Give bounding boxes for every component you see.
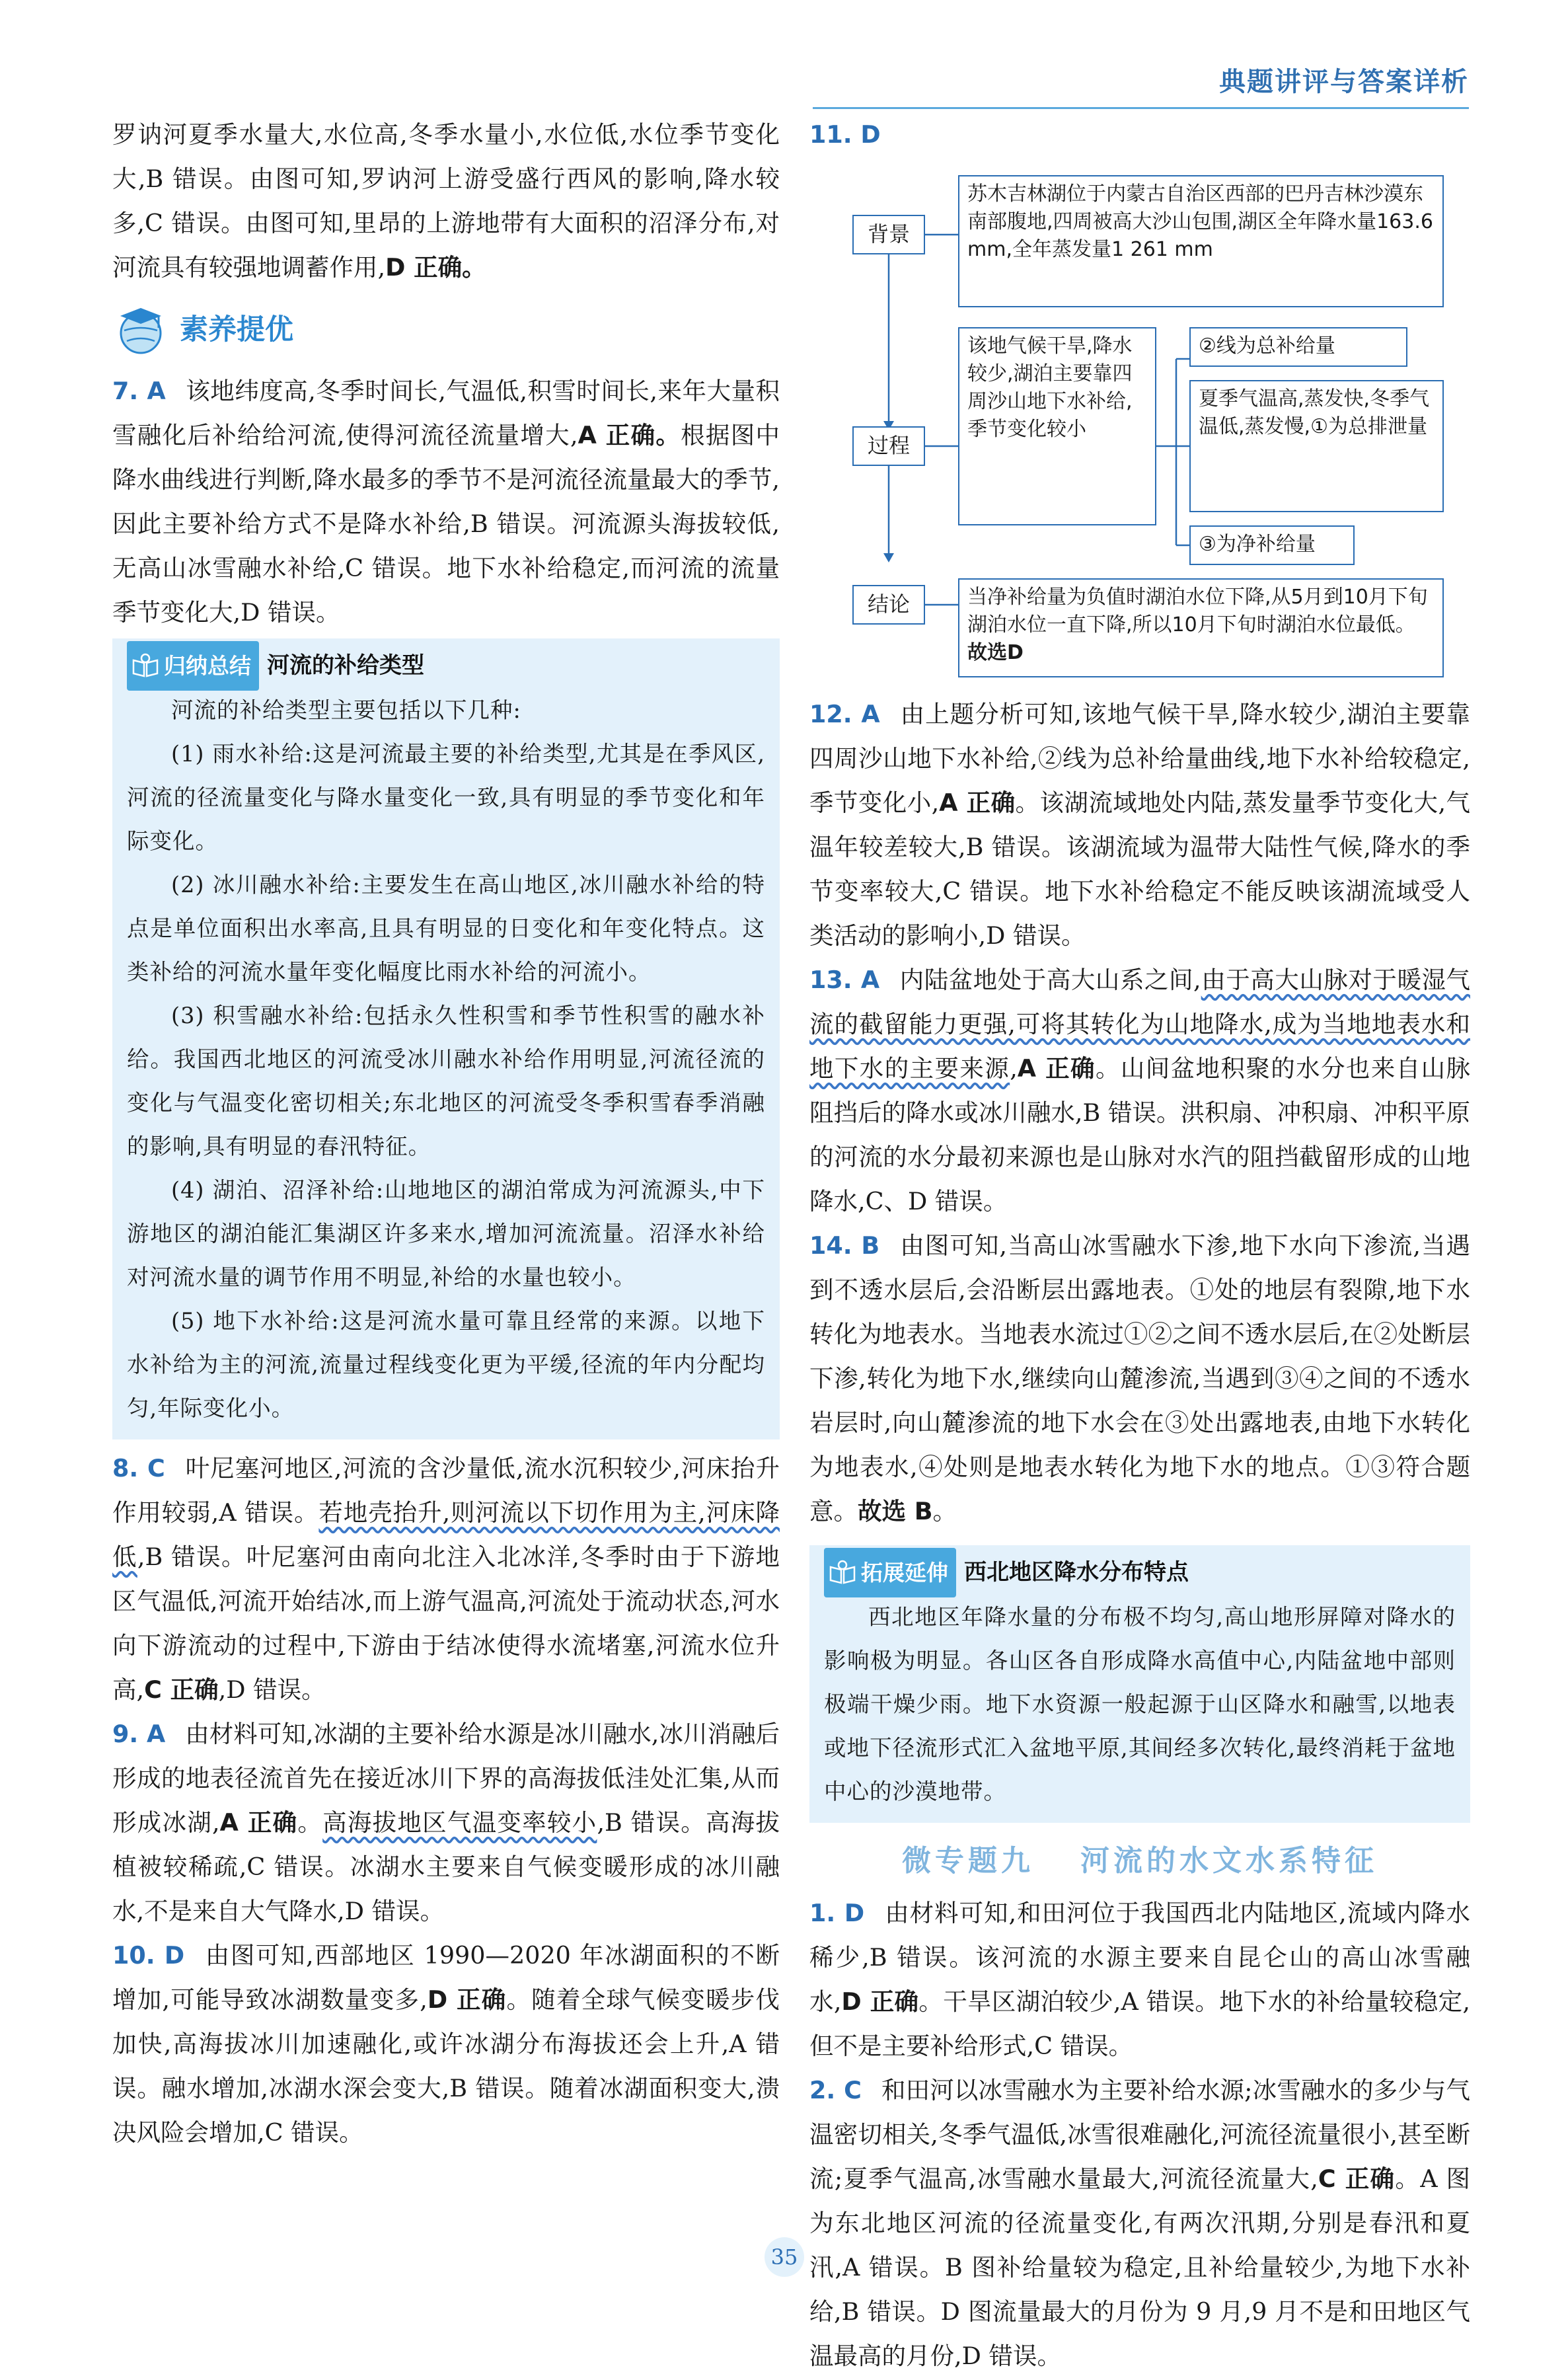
answer-8: 8. C 叶尼塞河地区,河流的含沙量低,流水沉积较少,河床抬升作用较弱,A 错误。若地壳抬升,则河流以下切作用为主,河床降低,B 错误。叶尼塞河由南向北注入北冰洋,冬季时由于下游地区气温低,河流开始结冰,而上游气温高,河流处于流动状态,河水向下游流动的过程中,下游由于结冰使得水流堵塞,河流水位升高,C 正确,D 错误。 xyxy=(112,1454,780,1704)
diagram-label-conclusion: 结论 xyxy=(852,585,925,625)
graduation-globe-icon xyxy=(112,301,169,358)
diagram-sub-total-supply: ②线为总补给量 xyxy=(1189,327,1407,367)
answer-m2: 2. C 和田河以冰雪融水为主要补给水源;冰雪融水的多少与气温密切相关,冬季气温低,冰雪很难融化,河流径流量很小,甚至断流;夏季气温高,冰雪融水量最大,河流径流量大,C 正确。A 图为东北地区河流的径流量变化,有两次汛期,分别是春汛和夏汛,A 错误。B 图补给量较为稳定,且补给量较少,为地下水补给,B 错误。D 图流量最大的月份为 9 月,9 月不是和田地区气温最高的月份,D 错误。 xyxy=(809,2076,1470,2370)
diagram-label-process: 过程 xyxy=(852,426,925,466)
answer-12: 12. A 由上题分析可知,该地气候干旱,降水较少,湖泊主要靠四周沙山地下水补给,②线为总补给量曲线,地下水补给较稳定,季节变化小,A 正确。该湖流域地处内陆,蒸发量季节变化大,气温年较差较大,B 错误。该湖流域为温带大陆性气候,降水的季节变率较大,C 错误。地下水补给稳定不能反映该湖流域受人类活动的影响小,D 错误。 xyxy=(809,700,1470,950)
extension-title: 西北地区降水分布特点 xyxy=(964,1558,1189,1586)
extension-box xyxy=(809,1545,1470,1823)
diagram-sub-total-discharge: 夏季气温高,蒸发快,冬季气温低,蒸发慢,①为总排泄量 xyxy=(1189,380,1444,512)
book-pin-icon xyxy=(828,1559,857,1586)
analysis-diagram xyxy=(809,162,1470,684)
answer-m1: 1. D 由材料可知,和田河位于我国西北内陆地区,流域内降水稀少,B 错误。该河流的水源主要来自昆仑山的高山冰雪融水,D 正确。干旱区湖泊较少,A 错误。地下水的补给量较稳定,但不是主要补给形式,C 错误。 xyxy=(809,1899,1470,2060)
running-header: 典题讲评与答案详析 xyxy=(1219,67,1469,97)
answer-9: 9. A 由材料可知,冰湖的主要补给水源是冰川融水,冰川消融后形成的地表径流首先在接近冰川下界的高海拔低洼处汇集,从而形成冰湖,A 正确。高海拔地区气温变率较小,B 错误。高海拔植被较稀疏,C 错误。冰湖水主要来自气候变暖形成的冰川融水,不是来自大气降水,D 错误。 xyxy=(112,1720,780,1925)
page-number: 35 xyxy=(765,2237,804,2277)
answer-10: 10. D 由图可知,西部地区 1990—2020 年冰湖面积的不断增加,可能导致冰湖数量变多,D 正确。随着全球气候变暖步伐加快,高海拔冰川加速融化,或许冰湖分布海拔还会上升,A 错误。融水增加,冰湖水深会变大,B 错误。随着冰湖面积变大,溃决风险会增加,C 错误。 xyxy=(112,1941,780,2147)
section-heading xyxy=(112,293,780,366)
summary-box-header xyxy=(127,642,765,689)
answer-11: 11. D xyxy=(809,120,881,149)
section-title: 素养提优 xyxy=(180,313,293,346)
diagram-sub-net-supply: ③为净补给量 xyxy=(1189,525,1355,565)
book-pin-icon xyxy=(131,652,160,679)
summary-item: (4) 湖泊、沼泽补给:山地地区的湖泊常成为河流源头,中下游地区的湖泊能汇集湖区许多来水,增加河流流量。沼泽水补给对河流水量的调节作用不明显,补给的水量也较小。 xyxy=(127,1177,765,1290)
diagram-label-background: 背景 xyxy=(852,215,925,254)
extension-tag: 拓展延伸 xyxy=(824,1548,956,1597)
diagram-background-box: 苏木吉林湖位于内蒙古自治区西部的巴丹吉林沙漠东南部腹地,四周被高大沙山包围,湖区全年降水量163.6 mm,全年蒸发量1 261 mm xyxy=(958,175,1444,307)
answer-7: 7. A 该地纬度高,冬季时间长,气温低,积雪时间长,来年大量积雪融化后补给给河流,使得河流径流量增大,A 正确。根据图中降水曲线进行判断,降水最多的季节不是河流径流量最大的季节,因此主要补给方式不是降水补给,B 错误。河流源头海拔较低,无高山冰雪融水补给,C 错误。地下水补给稳定,而河流的流量季节变化大,D 错误。 xyxy=(112,377,780,627)
right-column xyxy=(809,112,1470,2378)
answer-14: 14. B 由图可知,当高山冰雪融水下渗,地下水向下渗流,当遇到不透水层后,会沿断层出露地表。①处的地层有裂隙,地下水转化为地表水。当地表水流过①②之间不透水层后,在②处断层下渗,转化为地下水,继续向山麓渗流,当遇到③④之间的不透水岩层时,向山麓渗流的地下水会在③处出露地表,由地下水转化为地表水,④处则是地表水转化为地下水的地点。①③符合题意。故选 B。 xyxy=(809,1231,1471,1525)
summary-item: (1) 雨水补给:这是河流最主要的补给类型,尤其是在季风区,河流的径流量变化与降水量变化一致,具有明显的季节变化和年际变化。 xyxy=(127,741,765,854)
summary-item: (3) 积雪融水补给:包括永久性积雪和季节性积雪的融水补给。我国西北地区的河流受冰川融水补给作用明显,河流径流的变化与气温变化密切相关;东北地区的河流受冬季积雪春季消融的影响,具有明显的春汛特征。 xyxy=(127,1003,765,1159)
micro-topic-title: 微专题九 河流的水文水系特征 xyxy=(902,1844,1378,1878)
diagram-process-box: 该地气候干旱,降水较少,湖泊主要靠四周沙山地下水补给,季节变化较小 xyxy=(958,327,1156,525)
answer-13: 13. A 内陆盆地处于高大山系之间,由于高大山脉对于暖湿气流的截留能力更强,可将其转化为山地降水,成为当地地表水和地下水的主要来源,A 正确。山间盆地积聚的水分也来自山脉阻挡后的降水或冰川融水,B 错误。洪积扇、冲积扇、冲积平原的河流的水分最初来源也是山脉对水汽的阻挡截留形成的山地降水,C、D 错误。 xyxy=(809,966,1471,1215)
header-rule xyxy=(813,107,1469,109)
diagram-conclusion-box: 当净补给量为负值时湖泊水位下降,从5月到10月下旬湖泊水位一直下降,所以10月下旬时湖泊水位最低。故选D xyxy=(958,578,1444,677)
summary-item: (2) 冰川融水补给:主要发生在高山地区,冰川融水补给的特点是单位面积出水率高,且具有明显的日变化和年变化特点。这类补给的河流水量年变化幅度比雨水补给的河流小。 xyxy=(127,872,765,985)
summary-intro: 河流的补给类型主要包括以下几种: xyxy=(171,697,521,723)
left-column xyxy=(112,112,780,2155)
summary-title: 河流的补给类型 xyxy=(267,652,424,679)
summary-item: (5) 地下水补给:这是河流水量可靠且经常的来源。以地下水补给为主的河流,流量过程线变化更为平缓,径流的年内分配均匀,年际变化小。 xyxy=(127,1308,765,1421)
extension-text: 西北地区年降水量的分布极不均匀,高山地形屏障对降水的影响极为明显。各山区各自形成降水高值中心,内陆盆地中部则极端干燥少雨。地下水资源一般起源于山区降水和融雪,以地表或地下径流形式汇入盆地平原,其间经多次转化,最终消耗于盆地中心的沙漠地带。 xyxy=(824,1604,1456,1804)
extension-box-header xyxy=(824,1549,1456,1595)
paragraph-continued: 罗讷河夏季水量大,水位高,冬季水量小,水位低,水位季节变化大,B 错误。由图可知,罗讷河上游受盛行西风的影响,降水较多,C 错误。由图可知,里昂的上游地带有大面积的沼泽分布,对河流具有较强地调蓄作用,D 正确。 xyxy=(112,120,780,282)
summary-tag: 归纳总结 xyxy=(127,641,259,691)
summary-box xyxy=(112,638,780,1439)
